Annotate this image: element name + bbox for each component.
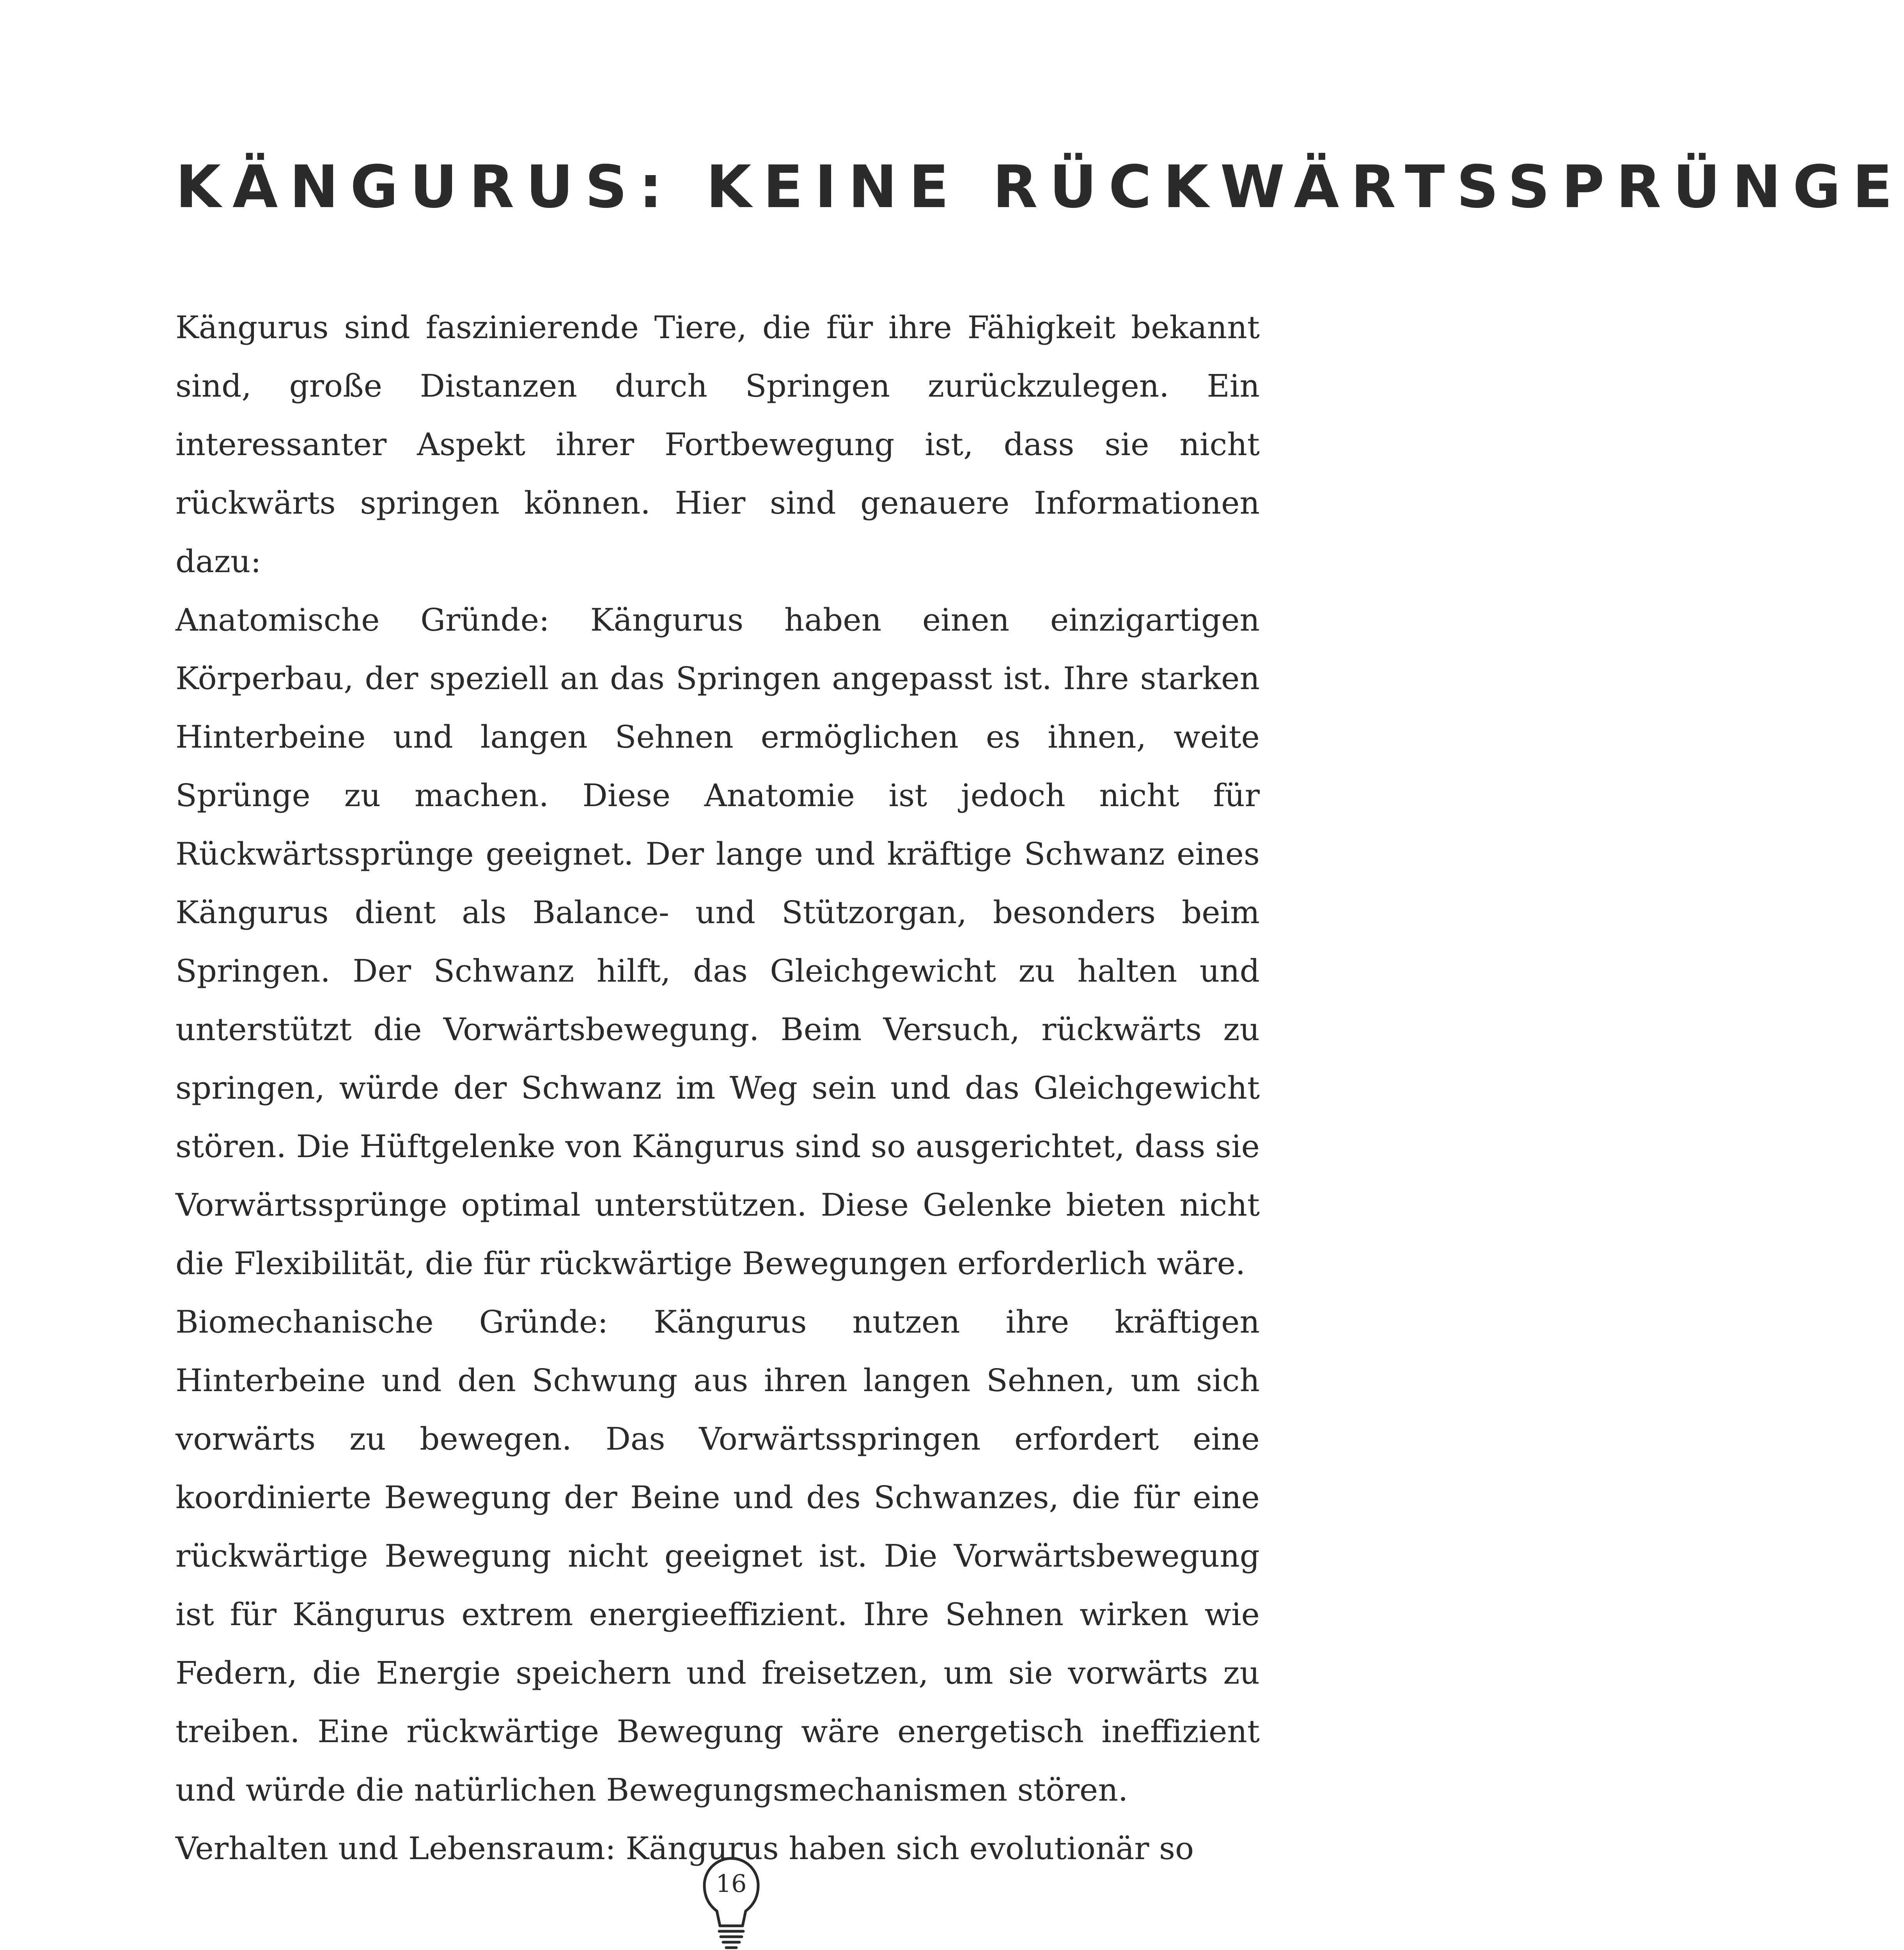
page-number-marker [702,1856,761,1950]
page-title: KÄNGURUS: KEINE RÜCKWÄRTSSPRÜNGE [176,153,1904,221]
page-number: 16 [716,1869,747,1898]
paragraph-intro: Kängurus sind faszinierende Tiere, die für ihre Fähigkeit bekannt sind, große Distanzen durch Springen zurückzulegen. Ein interessanter Aspekt ihrer Fortbewegung ist, dass sie nicht rückwärts springen können. Hier sind genauere Informationen dazu: [176,309,1260,580]
paragraph-biomechanics: Biomechanische Gründe: Kängurus nutzen ihre kräftigen Hinterbeine und den Schwung aus ihren langen Sehnen, um sich vorwärts zu bewegen. Das Vorwärtsspringen erfordert eine koordinierte Bewegung der Beine und des Schwanzes, die für eine rückwärtige Bewegung nicht geeignet ist. Die Vorwärtsbewegung ist für Kängurus extrem energieeffizient. Ihre Sehnen wirken wie Federn, die Energie speichern und freisetzen, um sie vorwärts zu treiben. Eine rückwärtige Bewegung wäre energetisch ineffizient und würde die natürlichen Bewegungsmechanismen stören. [176,1304,1260,1808]
paragraph-anatomy: Anatomische Gründe: Kängurus haben einen einzigartigen Körperbau, der speziell an das Springen angepasst ist. Ihre starken Hinterbeine und langen Sehnen ermöglichen es ihnen, weite Sprünge zu machen. Diese Anatomie ist jedoch nicht für Rückwärtssprünge geeignet. Der lange und kräftige Schwanz eines Kängurus dient als Balance- und Stützorgan, besonders beim Springen. Der Schwanz hilft, das Gleichgewicht zu halten und unterstützt die Vorwärtsbewegung. Beim Versuch, rückwärts zu springen, würde der Schwanz im Weg sein und das Gleichgewicht stören. Die Hüftgelenke von Kängurus sind so ausgerichtet, dass sie Vorwärtssprünge optimal unterstützen. Diese Gelenke bieten nicht die Flexibilität, die für rückwärtige Bewegungen erforderlich wäre. [176,602,1260,1282]
body-text [176,298,1260,1878]
paragraph-behavior: Verhalten und Lebensraum: Kängurus haben sich evolutionär so [176,1830,1194,1867]
